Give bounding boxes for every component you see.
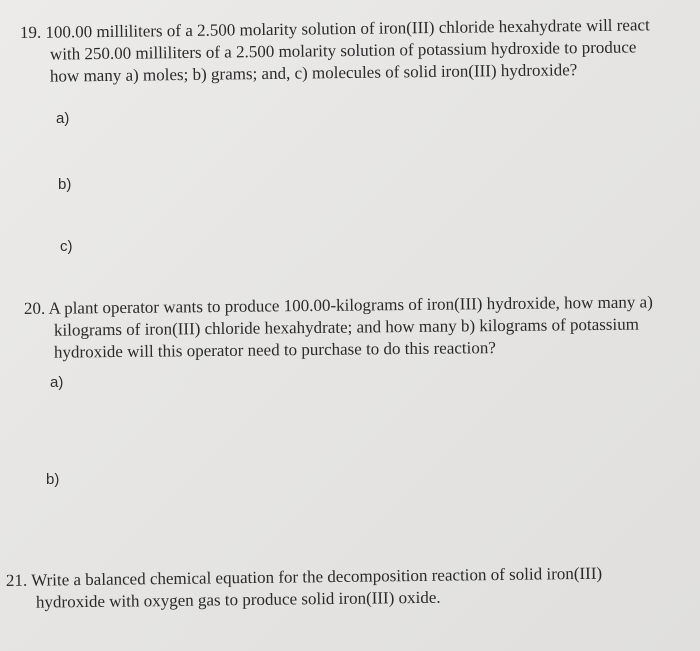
question-20 bbox=[23, 292, 653, 364]
question-21-line-1: 21. Write a balanced chemical equation for the decomposition reaction of solid iron(III) bbox=[5, 563, 603, 590]
question-20-answer-a-label: a) bbox=[50, 374, 64, 391]
question-21 bbox=[5, 563, 603, 614]
question-20-line-3: hydroxide will this operator need to purchase to do this reaction? bbox=[53, 338, 496, 362]
question-20-answer-b-label: b) bbox=[46, 471, 60, 488]
question-19-line-3: how many a) moles; b) grams; and, c) molecules of solid iron(III) hydroxide? bbox=[49, 60, 578, 86]
question-21-line-2: hydroxide with oxygen gas to produce solid iron(III) oxide. bbox=[35, 587, 441, 612]
question-20-line-2: kilograms of iron(III) chloride hexahydrate; and how many b) kilograms of potassium bbox=[53, 314, 639, 340]
question-19-line-2: with 250.00 milliliters of a 2.500 molarity solution of potassium hydroxide to produce bbox=[49, 37, 637, 64]
question-19 bbox=[19, 15, 650, 88]
question-20-line-1: 20. A plant operator wants to produce 100.00-kilograms of iron(III) hydroxide, how many a) bbox=[23, 292, 653, 318]
question-19-answer-a-label: a) bbox=[56, 110, 70, 127]
question-19-line-1: 19. 100.00 milliliters of a 2.500 molarity solution of iron(III) chloride hexahydrate will react bbox=[19, 15, 650, 42]
question-19-answer-b-label: b) bbox=[58, 176, 72, 193]
question-19-answer-c-label: c) bbox=[60, 238, 73, 255]
